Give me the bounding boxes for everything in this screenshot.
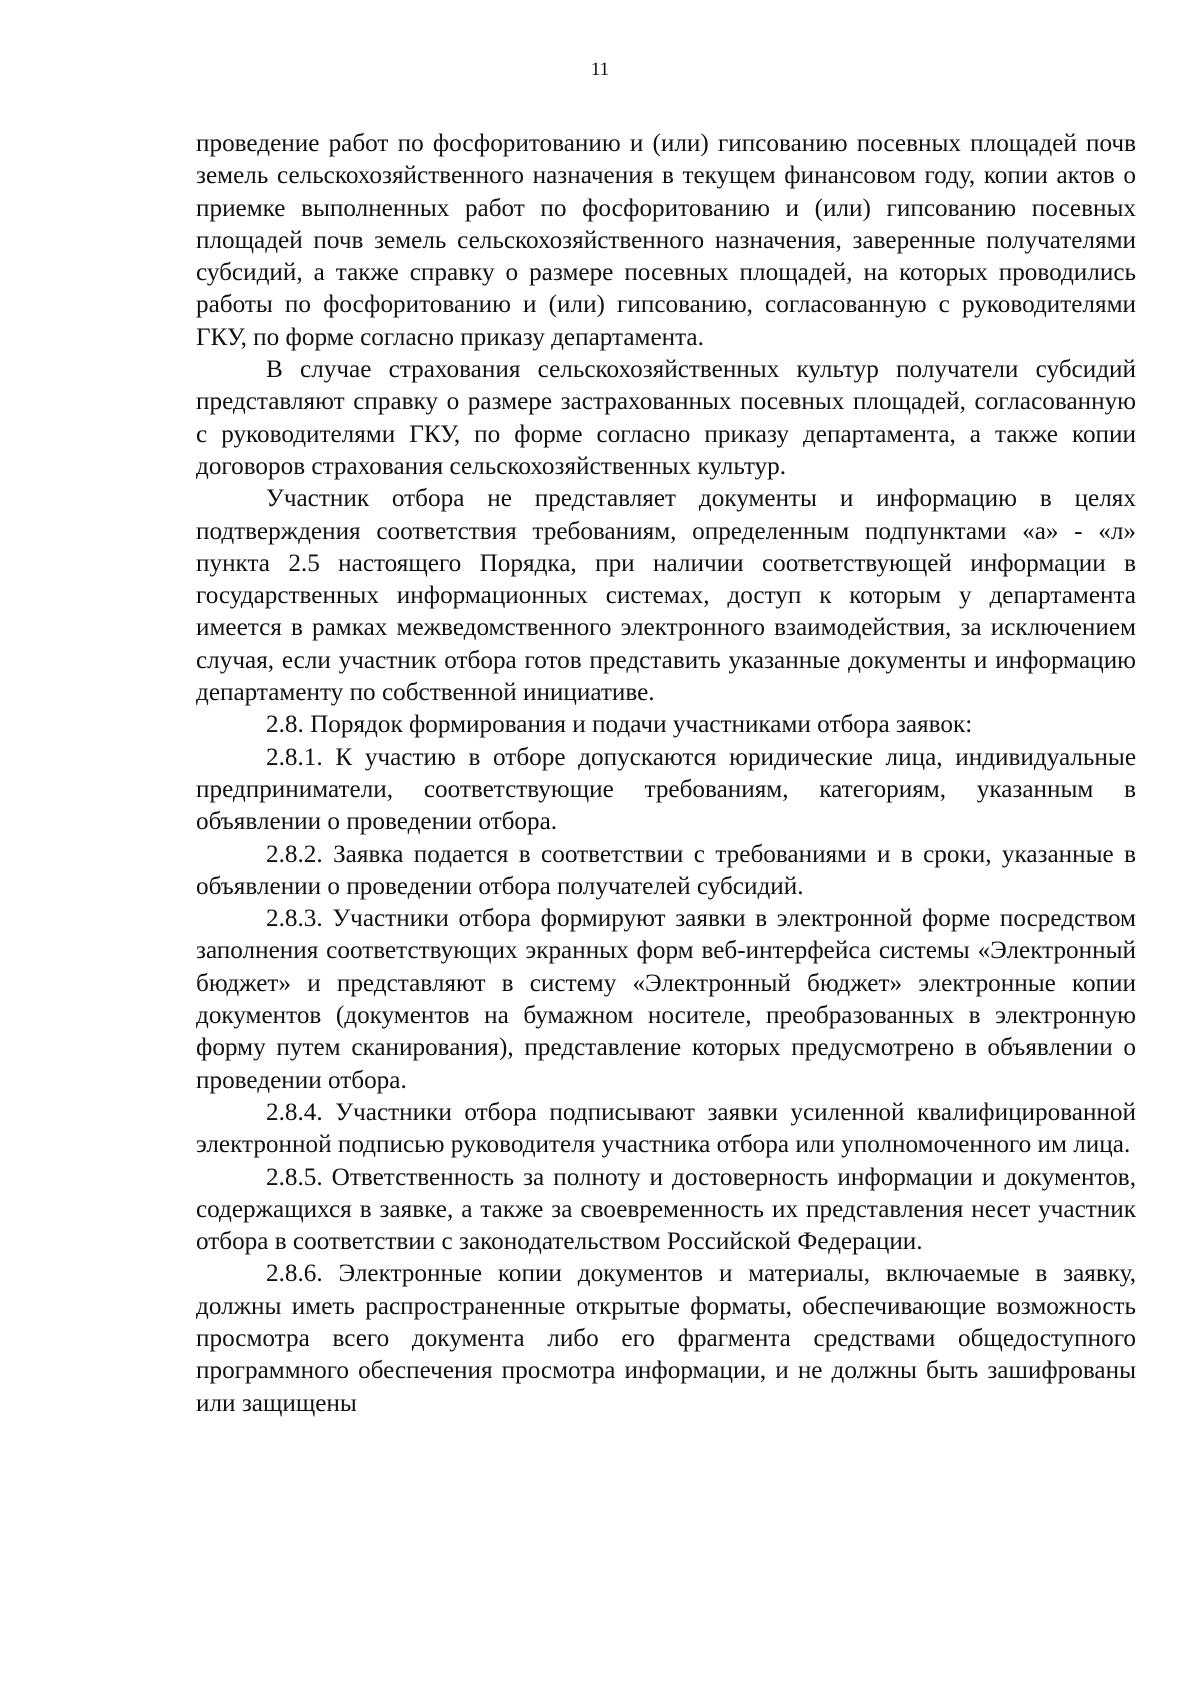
paragraph-participant-documents: Участник отбора не представляет документы и информацию в целях подтверждения соответствия требованиям, определенным подпунктами «а» - «л» пункта 2.5 настоящего Порядка, при наличии соответствующей информации в государственных информационных системах, доступ к которым у департамента имеется в рамках межведомственного электронного взаимодействия, за исключением случая, если участник отбора готов представить указанные документы и информацию департаменту по собственной инициативе. <box>196 485 1136 707</box>
paragraph-2-8-5: 2.8.5. Ответственность за полноту и достоверность информации и документов, содержащихся в заявке, а также за своевременность их представления несет участник отбора в соответствии с законодательством Российской Федерации. <box>196 1163 1136 1256</box>
paragraph-2-8-2: 2.8.2. Заявка подается в соответствии с требованиями и в сроки, указанные в объявлении о проведении отбора получателей субсидий. <box>196 840 1136 900</box>
paragraph-2-8-3: 2.8.3. Участники отбора формируют заявки в электронной форме посредством заполнения соответствующих экранных форм веб-интерфейса системы «Электронный бюджет» и представляют в систему «Электронный бюджет» электронные копии документов (документов на бумажном носителе, преобразованных в электронную форму путем сканирования), представление которых предусмотрено в объявлении о проведении отбора. <box>196 905 1136 1094</box>
page-number: 11 <box>590 59 610 80</box>
paragraph-insurance: В случае страхования сельскохозяйственных культур получатели субсидий представляют справку о размере застрахованных посевных площадей, согласованную с руководителями ГКУ, по форме согласно приказу департамента, а также копии договоров страхования сельскохозяйственных культур. <box>196 356 1136 480</box>
document-body <box>196 128 1136 1420</box>
paragraph-continuation: проведение работ по фосфоритованию и (или) гипсованию посевных площадей почв земель сельскохозяйственного назначения в текущем финансовом году, копии актов о приемке выполненных работ по фосфоритованию и (или) гипсованию посевных площадей почв земель сельскохозяйственного назначения, заверенные получателями субсидий, а также справку о размере посевных площадей, на которых проводились работы по фосфоритованию и (или) гипсованию, согласованную с руководителями ГКУ, по форме согласно приказу департамента. <box>196 130 1136 351</box>
section-heading-2-8: 2.8. Порядок формирования и подачи участниками отбора заявок: <box>266 711 973 739</box>
paragraph-2-8-1: 2.8.1. К участию в отборе допускаются юридические лица, индивидуальные предприниматели, соответствующие требованиям, категориям, указанным в объявлении о проведении отбора. <box>196 743 1136 836</box>
paragraph-2-8-6: 2.8.6. Электронные копии документов и материалы, включаемые в заявку, должны иметь распространенные открытые форматы, обеспечивающие возможность просмотра всего документа либо его фрагмента средствами общедоступного программного обеспечения просмотра информации, и не должны быть зашифрованы или защищены <box>196 1260 1136 1417</box>
paragraph-2-8-4: 2.8.4. Участники отбора подписывают заявки усиленной квалифицированной электронной подписью руководителя участника отбора или уполномоченного им лица. <box>196 1098 1136 1159</box>
